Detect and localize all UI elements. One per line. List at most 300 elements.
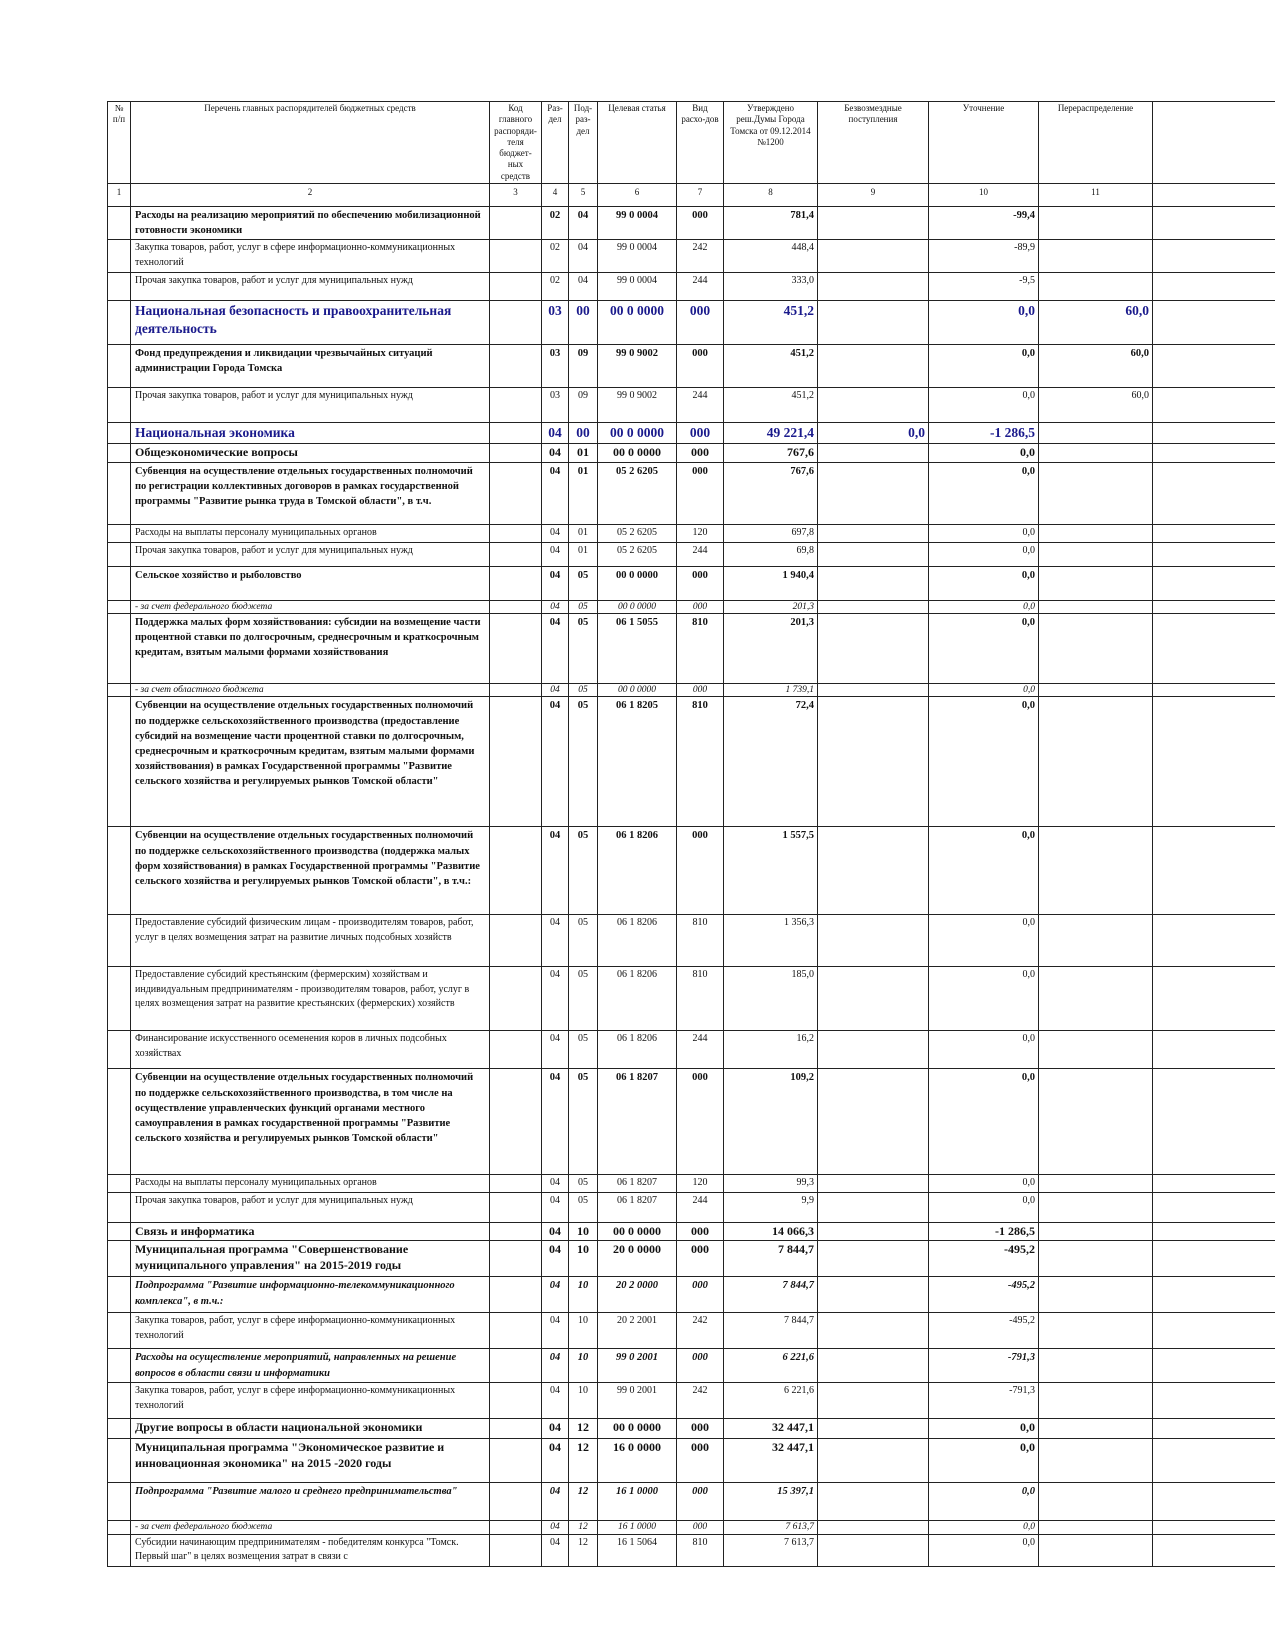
approved-amount: 69,8 (724, 542, 818, 566)
expense-type: 000 (677, 463, 724, 525)
refinement-amount: 0,0 (929, 525, 1039, 543)
free-receipts (818, 273, 929, 301)
section-code: 04 (542, 463, 569, 525)
item-name: - за счет федерального бюджета (131, 600, 490, 613)
overflow-cell (1153, 463, 1275, 525)
redistribution-amount (1039, 1313, 1153, 1349)
expense-type: 242 (677, 240, 724, 273)
row-number (108, 683, 131, 696)
overflow-cell (1153, 1534, 1275, 1566)
main-manager-code (490, 240, 542, 273)
table-row (108, 345, 1275, 388)
main-manager-code (490, 423, 542, 444)
refinement-amount: 0,0 (929, 345, 1039, 388)
redistribution-amount (1039, 1222, 1153, 1241)
subsection-code: 05 (569, 697, 598, 827)
table-row (108, 613, 1275, 683)
row-number (108, 1521, 131, 1534)
column-number: 1 (108, 183, 131, 206)
table-row (108, 206, 1275, 239)
redistribution-amount: 60,0 (1039, 301, 1153, 345)
subsection-code: 12 (569, 1439, 598, 1483)
table-body (108, 206, 1275, 1566)
redistribution-amount (1039, 423, 1153, 444)
refinement-amount: 0,0 (929, 967, 1039, 1031)
target-article: 06 1 8205 (598, 697, 677, 827)
redistribution-amount (1039, 273, 1153, 301)
table-row (108, 1313, 1275, 1349)
free-receipts (818, 1439, 929, 1483)
target-article: 16 1 5064 (598, 1534, 677, 1566)
expense-type: 810 (677, 915, 724, 967)
overflow-cell (1153, 542, 1275, 566)
free-receipts (818, 240, 929, 273)
item-name: - за счет федерального бюджета (131, 1521, 490, 1534)
expense-type: 000 (677, 206, 724, 239)
subsection-code: 05 (569, 915, 598, 967)
subsection-code: 05 (569, 1175, 598, 1193)
overflow-cell (1153, 1383, 1275, 1419)
row-number (108, 827, 131, 915)
column-number: 11 (1039, 183, 1153, 206)
target-article: 99 0 9002 (598, 388, 677, 423)
free-receipts (818, 600, 929, 613)
approved-amount: 32 447,1 (724, 1439, 818, 1483)
main-manager-code (490, 1277, 542, 1313)
section-code: 04 (542, 613, 569, 683)
overflow-cell (1153, 1349, 1275, 1383)
item-name: Связь и информатика (131, 1222, 490, 1241)
redistribution-amount (1039, 1383, 1153, 1419)
main-manager-code (490, 1069, 542, 1175)
column-number: 9 (818, 183, 929, 206)
target-article: 99 0 0004 (598, 206, 677, 239)
row-number (108, 542, 131, 566)
item-name: Муниципальная программа "Совершенствование муниципального управления" на 2015-2019 годы (131, 1241, 490, 1277)
approved-amount: 109,2 (724, 1069, 818, 1175)
expense-type: 000 (677, 423, 724, 444)
free-receipts (818, 1483, 929, 1521)
approved-amount: 201,3 (724, 613, 818, 683)
overflow-cell (1153, 1069, 1275, 1175)
column-header: Под-раз-дел (569, 102, 598, 184)
free-receipts (818, 827, 929, 915)
table-row (108, 1069, 1275, 1175)
target-article: 99 0 9002 (598, 345, 677, 388)
refinement-amount: -99,4 (929, 206, 1039, 239)
refinement-amount: 0,0 (929, 463, 1039, 525)
overflow-cell (1153, 1277, 1275, 1313)
free-receipts (818, 1175, 929, 1193)
subsection-code: 09 (569, 388, 598, 423)
column-header: Перечень главных распорядителей бюджетных средств (131, 102, 490, 184)
expense-type: 120 (677, 525, 724, 543)
approved-amount: 7 844,7 (724, 1241, 818, 1277)
column-number: 5 (569, 183, 598, 206)
table-row (108, 683, 1275, 696)
free-receipts (818, 1419, 929, 1439)
free-receipts (818, 463, 929, 525)
approved-amount: 99,3 (724, 1175, 818, 1193)
redistribution-amount (1039, 1069, 1153, 1175)
table-row (108, 273, 1275, 301)
section-code: 04 (542, 915, 569, 967)
overflow-cell (1153, 613, 1275, 683)
overflow-cell (1153, 683, 1275, 696)
refinement-amount: 0,0 (929, 388, 1039, 423)
main-manager-code (490, 1534, 542, 1566)
row-number (108, 1483, 131, 1521)
redistribution-amount (1039, 1439, 1153, 1483)
table-row (108, 1031, 1275, 1069)
section-code: 04 (542, 1313, 569, 1349)
overflow-cell (1153, 423, 1275, 444)
redistribution-amount (1039, 1241, 1153, 1277)
overflow-cell (1153, 525, 1275, 543)
main-manager-code (490, 1439, 542, 1483)
subsection-code: 01 (569, 525, 598, 543)
subsection-code: 01 (569, 542, 598, 566)
section-code: 03 (542, 301, 569, 345)
subsection-code: 04 (569, 240, 598, 273)
item-name: Закупка товаров, работ, услуг в сфере информационно-коммуникационных технологий (131, 1383, 490, 1419)
subsection-code: 05 (569, 613, 598, 683)
main-manager-code (490, 525, 542, 543)
section-code: 04 (542, 1241, 569, 1277)
free-receipts: 0,0 (818, 423, 929, 444)
free-receipts (818, 444, 929, 463)
refinement-amount: 0,0 (929, 301, 1039, 345)
approved-amount: 697,8 (724, 525, 818, 543)
target-article: 05 2 6205 (598, 525, 677, 543)
table-row (108, 1383, 1275, 1419)
column-number: 3 (490, 183, 542, 206)
item-name: Расходы на осуществление мероприятий, направленных на решение вопросов в области связи и информатики (131, 1349, 490, 1383)
approved-amount: 448,4 (724, 240, 818, 273)
redistribution-amount (1039, 240, 1153, 273)
budget-table (107, 101, 1275, 1567)
main-manager-code (490, 1349, 542, 1383)
column-number: 8 (724, 183, 818, 206)
overflow-cell (1153, 206, 1275, 239)
target-article: 16 0 0000 (598, 1439, 677, 1483)
target-article: 06 1 8206 (598, 967, 677, 1031)
subsection-code: 01 (569, 463, 598, 525)
refinement-amount: 0,0 (929, 1439, 1039, 1483)
redistribution-amount (1039, 1419, 1153, 1439)
row-number (108, 463, 131, 525)
column-header: Раз-дел (542, 102, 569, 184)
item-name: Расходы на выплаты персоналу муниципальных органов (131, 525, 490, 543)
free-receipts (818, 1031, 929, 1069)
main-manager-code (490, 1313, 542, 1349)
row-number (108, 240, 131, 273)
refinement-amount: 0,0 (929, 1521, 1039, 1534)
redistribution-amount (1039, 613, 1153, 683)
redistribution-amount (1039, 1534, 1153, 1566)
expense-type: 244 (677, 388, 724, 423)
main-manager-code (490, 301, 542, 345)
item-name: Предоставление субсидий крестьянским (фермерским) хозяйствам и индивидуальным предпринимателям - производителям товаров, работ, услуг в целях возмещения затрат на развитие крестьянских (фермерских) хозяйств (131, 967, 490, 1031)
column-header: Перераспределение (1039, 102, 1153, 184)
target-article: 20 2 0000 (598, 1277, 677, 1313)
main-manager-code (490, 1192, 542, 1222)
table-row (108, 1483, 1275, 1521)
refinement-amount: 0,0 (929, 566, 1039, 600)
target-article: 20 0 0000 (598, 1241, 677, 1277)
expense-type: 810 (677, 697, 724, 827)
approved-amount: 7 844,7 (724, 1277, 818, 1313)
table-row (108, 542, 1275, 566)
overflow-cell (1153, 1175, 1275, 1193)
refinement-amount: -1 286,5 (929, 1222, 1039, 1241)
expense-type: 000 (677, 345, 724, 388)
main-manager-code (490, 613, 542, 683)
section-code: 04 (542, 1383, 569, 1419)
table-row (108, 827, 1275, 915)
table-row (108, 915, 1275, 967)
subsection-code: 05 (569, 683, 598, 696)
item-name: Другие вопросы в области национальной экономики (131, 1419, 490, 1439)
target-article: 05 2 6205 (598, 542, 677, 566)
target-article: 99 0 2001 (598, 1349, 677, 1383)
redistribution-amount (1039, 1349, 1153, 1383)
section-code: 04 (542, 1069, 569, 1175)
redistribution-amount (1039, 1192, 1153, 1222)
column-number: 7 (677, 183, 724, 206)
overflow-cell (1153, 444, 1275, 463)
section-code: 04 (542, 1483, 569, 1521)
section-code: 04 (542, 1175, 569, 1193)
refinement-amount: 0,0 (929, 444, 1039, 463)
item-name: Фонд предупреждения и ликвидации чрезвычайных ситуаций администрации Города Томска (131, 345, 490, 388)
column-number-overflow (1153, 183, 1275, 206)
row-number (108, 1383, 131, 1419)
item-name: Субвенции на осуществление отдельных государственных полномочий по поддержке сельскохозяйственного производства (поддержка малых форм хозяйствования) в рамках Государственной программы "Развитие сельского хозяйства и регулируемых рынков Томской области", в т.ч.: (131, 827, 490, 915)
column-header: Уточнение (929, 102, 1039, 184)
expense-type: 000 (677, 1483, 724, 1521)
table-row (108, 1439, 1275, 1483)
main-manager-code (490, 1483, 542, 1521)
main-manager-code (490, 345, 542, 388)
redistribution-amount (1039, 566, 1153, 600)
free-receipts (818, 967, 929, 1031)
budget-sheet (107, 101, 1275, 1567)
redistribution-amount: 60,0 (1039, 388, 1153, 423)
refinement-amount: 0,0 (929, 542, 1039, 566)
approved-amount: 781,4 (724, 206, 818, 239)
item-name: Подпрограмма "Развитие информационно-телекоммуникационного комплекса", в т.ч.: (131, 1277, 490, 1313)
free-receipts (818, 1069, 929, 1175)
item-name: Предоставление субсидий физическим лицам - производителям товаров, работ, услуг в целях возмещения затрат на развитие личных подсобных хозяйств (131, 915, 490, 967)
approved-amount: 451,2 (724, 388, 818, 423)
table-row (108, 301, 1275, 345)
overflow-cell (1153, 1439, 1275, 1483)
table-row (108, 423, 1275, 444)
refinement-amount: -495,2 (929, 1277, 1039, 1313)
main-manager-code (490, 273, 542, 301)
free-receipts (818, 1383, 929, 1419)
approved-amount: 767,6 (724, 444, 818, 463)
refinement-amount: -791,3 (929, 1383, 1039, 1419)
expense-type: 000 (677, 827, 724, 915)
section-code: 04 (542, 423, 569, 444)
expense-type: 000 (677, 1241, 724, 1277)
overflow-cell (1153, 1192, 1275, 1222)
target-article: 06 1 8207 (598, 1069, 677, 1175)
target-article: 00 0 0000 (598, 1222, 677, 1241)
column-header: Безвозмездные поступления (818, 102, 929, 184)
row-number (108, 206, 131, 239)
approved-amount: 32 447,1 (724, 1419, 818, 1439)
expense-type: 000 (677, 1222, 724, 1241)
row-number (108, 1534, 131, 1566)
table-row (108, 697, 1275, 827)
item-name: Субвенции на осуществление отдельных государственных полномочий по поддержке сельскохозяйственного производства (предоставление субсидий на возмещение части процентной ставки по долгосрочным, среднесрочным и краткосрочным кредитам, взятым малыми формами хозяйствования) в рамках Государственной программы "Развитие сельского хозяйства и регулируемых рынков Томской области" (131, 697, 490, 827)
row-number (108, 1175, 131, 1193)
subsection-code: 04 (569, 273, 598, 301)
approved-amount: 14 066,3 (724, 1222, 818, 1241)
approved-amount: 72,4 (724, 697, 818, 827)
overflow-cell (1153, 1241, 1275, 1277)
redistribution-amount (1039, 1277, 1153, 1313)
free-receipts (818, 345, 929, 388)
expense-type: 000 (677, 1277, 724, 1313)
main-manager-code (490, 542, 542, 566)
item-name: Расходы на реализацию мероприятий по обеспечению мобилизационной готовности экономики (131, 206, 490, 239)
subsection-code: 05 (569, 1031, 598, 1069)
target-article: 06 1 8207 (598, 1175, 677, 1193)
expense-type: 000 (677, 1439, 724, 1483)
free-receipts (818, 697, 929, 827)
free-receipts (818, 301, 929, 345)
row-number (108, 1277, 131, 1313)
subsection-code: 01 (569, 444, 598, 463)
subsection-code: 09 (569, 345, 598, 388)
expense-type: 000 (677, 1349, 724, 1383)
overflow-cell (1153, 1419, 1275, 1439)
target-article: 06 1 5055 (598, 613, 677, 683)
target-article: 16 1 0000 (598, 1521, 677, 1534)
main-manager-code (490, 967, 542, 1031)
item-name: Субсидии начинающим предпринимателям - победителям конкурса "Томск. Первый шаг" в целях возмещения затрат в связи с (131, 1534, 490, 1566)
refinement-amount: -495,2 (929, 1313, 1039, 1349)
target-article: 06 1 8207 (598, 1192, 677, 1222)
column-header: Целевая статья (598, 102, 677, 184)
refinement-amount: -9,5 (929, 273, 1039, 301)
approved-amount: 16,2 (724, 1031, 818, 1069)
main-manager-code (490, 1419, 542, 1439)
free-receipts (818, 388, 929, 423)
free-receipts (818, 525, 929, 543)
section-code: 04 (542, 967, 569, 1031)
section-code: 04 (542, 1349, 569, 1383)
refinement-amount: 0,0 (929, 613, 1039, 683)
row-number (108, 301, 131, 345)
column-header: № п/п (108, 102, 131, 184)
redistribution-amount (1039, 463, 1153, 525)
target-article: 99 0 0004 (598, 240, 677, 273)
target-article: 20 2 2001 (598, 1313, 677, 1349)
expense-type: 242 (677, 1383, 724, 1419)
row-number (108, 1439, 131, 1483)
section-code: 04 (542, 1222, 569, 1241)
item-name: Субвенции на осуществление отдельных государственных полномочий по поддержке сельскохозяйственного производства, в том числе на осуществление управленческих функций органами местного самоуправления в рамках государственной программы "Развитие сельского хозяйства и регулируемых рынков Томской области" (131, 1069, 490, 1175)
table-row (108, 1534, 1275, 1566)
subsection-code: 10 (569, 1313, 598, 1349)
free-receipts (818, 1534, 929, 1566)
refinement-amount: 0,0 (929, 600, 1039, 613)
main-manager-code (490, 1521, 542, 1534)
subsection-code: 05 (569, 1192, 598, 1222)
approved-amount: 333,0 (724, 273, 818, 301)
target-article: 00 0 0000 (598, 600, 677, 613)
item-name: Субвенция на осуществление отдельных государственных полномочий по регистрации коллективных договоров в рамках государственной программы "Развитие рынка труда в Томской области", в т.ч. (131, 463, 490, 525)
table-row (108, 600, 1275, 613)
subsection-code: 12 (569, 1534, 598, 1566)
subsection-code: 00 (569, 301, 598, 345)
expense-type: 000 (677, 1419, 724, 1439)
free-receipts (818, 206, 929, 239)
item-name: Прочая закупка товаров, работ и услуг для муниципальных нужд (131, 542, 490, 566)
row-number (108, 1419, 131, 1439)
row-number (108, 915, 131, 967)
free-receipts (818, 566, 929, 600)
item-name: Закупка товаров, работ, услуг в сфере информационно-коммуникационных технологий (131, 1313, 490, 1349)
section-code: 04 (542, 1419, 569, 1439)
refinement-amount: 0,0 (929, 1534, 1039, 1566)
subsection-code: 10 (569, 1277, 598, 1313)
redistribution-amount (1039, 915, 1153, 967)
free-receipts (818, 1192, 929, 1222)
expense-type: 244 (677, 273, 724, 301)
item-name: Сельское хозяйство и рыболовство (131, 566, 490, 600)
table-row (108, 388, 1275, 423)
main-manager-code (490, 206, 542, 239)
section-code: 04 (542, 525, 569, 543)
refinement-amount: 0,0 (929, 683, 1039, 696)
table-row (108, 1419, 1275, 1439)
item-name: Подпрограмма "Развитие малого и среднего предпринимательства" (131, 1483, 490, 1521)
overflow-cell (1153, 566, 1275, 600)
table-row (108, 463, 1275, 525)
item-name: Расходы на выплаты персоналу муниципальных органов (131, 1175, 490, 1193)
item-name: Муниципальная программа "Экономическое развитие и инновационная экономика" на 2015 -2020 годы (131, 1439, 490, 1483)
table-row (108, 1175, 1275, 1193)
expense-type: 120 (677, 1175, 724, 1193)
item-name: Финансирование искусственного осеменения коров в личных подсобных хозяйствах (131, 1031, 490, 1069)
section-code: 04 (542, 1439, 569, 1483)
column-number: 6 (598, 183, 677, 206)
row-number (108, 1222, 131, 1241)
redistribution-amount (1039, 1521, 1153, 1534)
expense-type: 000 (677, 1069, 724, 1175)
approved-amount: 7 613,7 (724, 1534, 818, 1566)
refinement-amount: 0,0 (929, 1419, 1039, 1439)
overflow-cell (1153, 301, 1275, 345)
column-number: 2 (131, 183, 490, 206)
main-manager-code (490, 915, 542, 967)
item-name: Поддержка малых форм хозяйствования: субсидии на возмещение части процентной ставки по долгосрочным, среднесрочным и краткосрочным кредитам, взятым малыми формами хозяйствования (131, 613, 490, 683)
free-receipts (818, 1313, 929, 1349)
section-code: 04 (542, 1192, 569, 1222)
section-code: 04 (542, 1031, 569, 1069)
approved-amount: 1 356,3 (724, 915, 818, 967)
overflow-cell (1153, 1031, 1275, 1069)
approved-amount: 1 940,4 (724, 566, 818, 600)
target-article: 00 0 0000 (598, 683, 677, 696)
table-row (108, 1241, 1275, 1277)
